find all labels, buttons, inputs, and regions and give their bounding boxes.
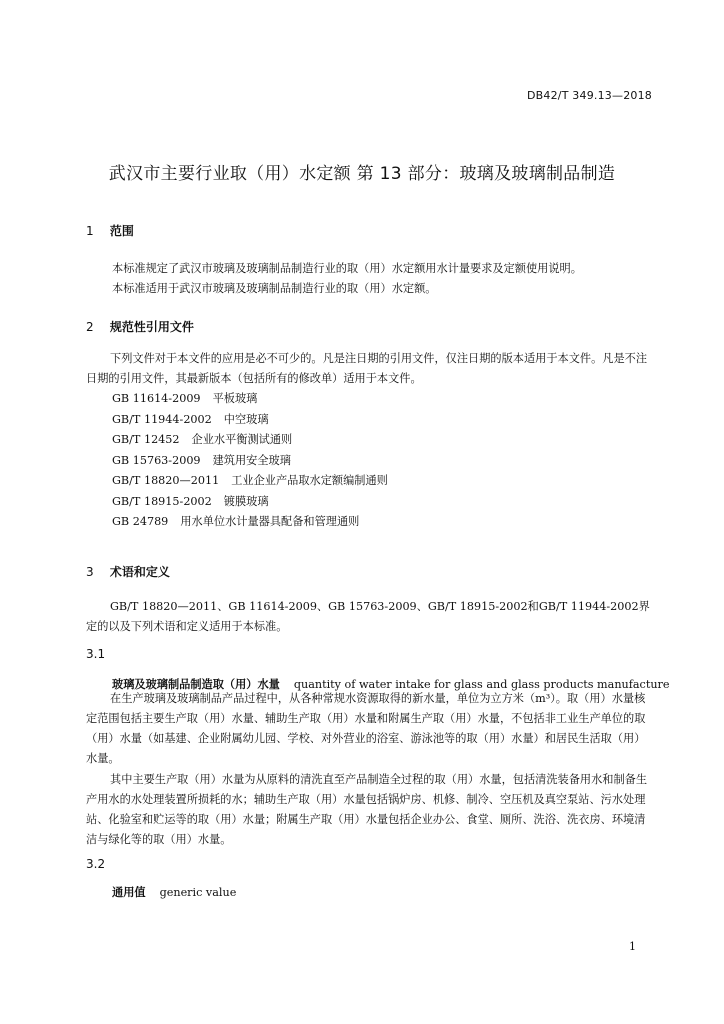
reference-item: GB/T 18915-2002 镀膜玻璃	[112, 494, 269, 508]
references-intro: 下列文件对于本文件的应用是必不可少的。凡是注日期的引用文件，仅注日期的版本适用于本文件。凡是不注日期的引用文件，其最新版本（包括所有的修改单）适用于本文件。	[86, 352, 648, 385]
reference-list	[112, 389, 388, 533]
section-1-heading	[86, 222, 134, 239]
reference-item: GB 15763-2009 建筑用安全玻璃	[112, 453, 291, 467]
document-title: 武汉市主要行业取（用）水定额 第 13 部分：玻璃及玻璃制品制造	[108, 164, 616, 184]
section-3-heading	[86, 563, 170, 580]
section-number: 1	[86, 224, 94, 238]
clause-3-2-number: 3.2	[86, 857, 106, 871]
page-number: 1	[629, 940, 636, 953]
section-title: 术语和定义	[109, 565, 170, 579]
term-chinese: 通用值	[112, 886, 146, 899]
term-english: generic value	[159, 886, 237, 899]
terms-intro: GB/T 18820—2011、GB 11614-2009、GB 15763-2009、GB/T 18915-2002和GB/T 11944-2002界定的以及下列术语和定义适用于本标准。	[86, 600, 650, 633]
section-number: 3	[86, 565, 94, 579]
reference-item: GB/T 12452 企业水平衡测试通则	[112, 433, 293, 446]
term-chinese: 玻璃及玻璃制品制造取（用）水量	[112, 678, 280, 691]
reference-item: GB/T 18820—2011 工业企业产品取水定额编制通则	[112, 474, 388, 487]
reference-item: GB 24789 用水单位水计量器具配备和管理通则	[112, 515, 360, 528]
section-title: 规范性引用文件	[109, 320, 194, 334]
term-3-2	[112, 884, 236, 900]
scope-line-1: 本标准规定了武汉市玻璃及玻璃制品制造行业的取（用）水定额用水计量要求及定额使用说明。	[112, 262, 582, 275]
section-title: 范围	[109, 224, 134, 238]
document-code: DB42/T 349.13—2018	[526, 89, 652, 102]
reference-item: GB/T 11944-2002 中空玻璃	[112, 412, 269, 426]
term-3-1-definition: 在生产玻璃及玻璃制品产品过程中，从各种常规水资源取得的新水量，单位为立方米（m³）。取（用）水量核定范围包括主要生产取（用）水量、辅助生产取（用）水量和附属生产取（用）水量，不包括非工业生产单位的取（用）水量（如基建、企业附属幼儿园、学校、对外营业的浴室、游泳池等的取（用）水量）和居民生活取（用）水量。	[86, 692, 646, 765]
section-number: 2	[86, 320, 94, 334]
term-english: quantity of water intake for glass and glass products manufacture	[293, 678, 670, 691]
scope-line-2: 本标准适用于武汉市玻璃及玻璃制品制造行业的取（用）水定额。	[112, 282, 437, 295]
term-3-1-note: 其中主要生产取（用）水量为从原料的清洗直至产品制造全过程的取（用）水量，包括清洗装备用水和制备生产用水的水处理装置所损耗的水；辅助生产取（用）水量包括锅炉房、机修、制冷、空压机及真空泵站、污水处理站、化验室和贮运等的取（用）水量；附属生产取（用）水量包括企业办公、食堂、厕所、洗浴、洗衣房、环境清洁与绿化等的取（用）水量。	[86, 773, 648, 846]
section-2-heading	[86, 318, 194, 335]
reference-item: GB 11614-2009 平板玻璃	[112, 392, 258, 405]
clause-3-1-number: 3.1	[86, 647, 106, 661]
